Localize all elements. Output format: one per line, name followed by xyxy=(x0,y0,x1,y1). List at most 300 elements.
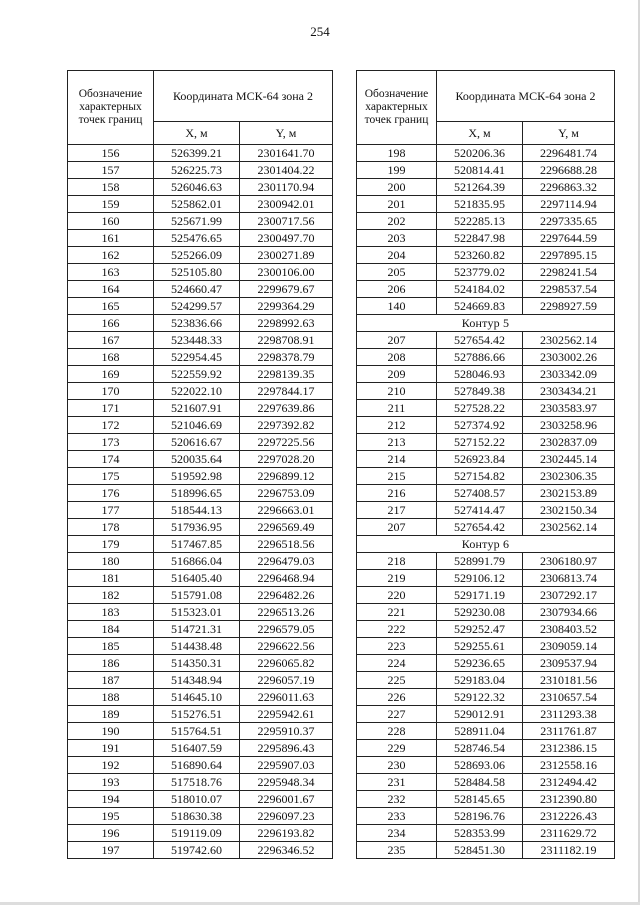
point-id-cell: 188 xyxy=(68,689,154,706)
y-coordinate-cell: 2296622.56 xyxy=(240,638,333,655)
table-row xyxy=(357,842,615,859)
y-coordinate-cell: 2296057.19 xyxy=(240,672,333,689)
y-coordinate-cell: 2298992.63 xyxy=(240,315,333,332)
y-coordinate-cell: 2306813.74 xyxy=(523,570,615,587)
table-row xyxy=(68,655,333,672)
point-id-cell: 158 xyxy=(68,179,154,196)
point-id-cell: 233 xyxy=(357,808,437,825)
x-coordinate-cell: 521046.69 xyxy=(154,417,240,434)
page-number: 254 xyxy=(310,24,330,39)
y-coordinate-cell: 2297028.20 xyxy=(240,451,333,468)
y-coordinate-cell: 2296518.56 xyxy=(240,536,333,553)
point-id-cell: 210 xyxy=(357,383,437,400)
header-point-label: Обозначение характерных точек границ xyxy=(357,71,437,145)
point-id-cell: 194 xyxy=(68,791,154,808)
x-coordinate-cell: 523836.66 xyxy=(154,315,240,332)
y-coordinate-cell: 2302150.34 xyxy=(523,502,615,519)
point-id-cell: 190 xyxy=(68,723,154,740)
y-coordinate-cell: 2302153.89 xyxy=(523,485,615,502)
point-id-cell: 173 xyxy=(68,434,154,451)
x-coordinate-cell: 529252.47 xyxy=(437,621,523,638)
point-id-cell: 170 xyxy=(68,383,154,400)
table-row xyxy=(68,791,333,808)
point-id-cell: 230 xyxy=(357,757,437,774)
contour-row xyxy=(357,315,615,332)
y-coordinate-cell: 2302837.09 xyxy=(523,434,615,451)
point-id-cell: 187 xyxy=(68,672,154,689)
point-id-cell: 175 xyxy=(68,468,154,485)
table-row xyxy=(68,349,333,366)
x-coordinate-cell: 524660.47 xyxy=(154,281,240,298)
point-id-cell: 207 xyxy=(357,332,437,349)
y-coordinate-cell: 2297644.59 xyxy=(523,230,615,247)
table-row xyxy=(68,315,333,332)
point-id-cell: 203 xyxy=(357,230,437,247)
table-row xyxy=(68,553,333,570)
table-row xyxy=(357,383,615,400)
y-coordinate-cell: 2296863.32 xyxy=(523,179,615,196)
table-row xyxy=(68,485,333,502)
contour-label: Контур 6 xyxy=(357,536,615,553)
point-id-cell: 226 xyxy=(357,689,437,706)
y-coordinate-cell: 2300717.56 xyxy=(240,213,333,230)
table-row xyxy=(357,757,615,774)
x-coordinate-cell: 527374.92 xyxy=(437,417,523,434)
point-id-cell: 176 xyxy=(68,485,154,502)
point-id-cell: 220 xyxy=(357,587,437,604)
x-coordinate-cell: 528196.76 xyxy=(437,808,523,825)
x-coordinate-cell: 515764.51 xyxy=(154,723,240,740)
table-row xyxy=(68,502,333,519)
point-id-cell: 213 xyxy=(357,434,437,451)
x-coordinate-cell: 528353.99 xyxy=(437,825,523,842)
y-coordinate-cell: 2300271.89 xyxy=(240,247,333,264)
x-coordinate-cell: 514645.10 xyxy=(154,689,240,706)
y-coordinate-cell: 2298139.35 xyxy=(240,366,333,383)
point-id-cell: 197 xyxy=(68,842,154,859)
x-coordinate-cell: 527408.57 xyxy=(437,485,523,502)
y-coordinate-cell: 2306180.97 xyxy=(523,553,615,570)
point-id-cell: 183 xyxy=(68,604,154,621)
point-id-cell: 195 xyxy=(68,808,154,825)
x-coordinate-cell: 528746.54 xyxy=(437,740,523,757)
point-id-cell: 184 xyxy=(68,621,154,638)
table-row xyxy=(68,264,333,281)
y-coordinate-cell: 2298537.54 xyxy=(523,281,615,298)
table-row xyxy=(357,468,615,485)
table-row xyxy=(68,757,333,774)
point-id-cell: 235 xyxy=(357,842,437,859)
point-id-cell: 164 xyxy=(68,281,154,298)
y-coordinate-cell: 2312558.16 xyxy=(523,757,615,774)
y-coordinate-cell: 2300497.70 xyxy=(240,230,333,247)
y-coordinate-cell: 2303434.21 xyxy=(523,383,615,400)
y-coordinate-cell: 2299679.67 xyxy=(240,281,333,298)
x-coordinate-cell: 528484.58 xyxy=(437,774,523,791)
y-coordinate-cell: 2298241.54 xyxy=(523,264,615,281)
table-row xyxy=(68,298,333,315)
x-coordinate-cell: 519742.60 xyxy=(154,842,240,859)
table-row xyxy=(357,672,615,689)
x-coordinate-cell: 519119.09 xyxy=(154,825,240,842)
y-coordinate-cell: 2312226.43 xyxy=(523,808,615,825)
y-coordinate-cell: 2311629.72 xyxy=(523,825,615,842)
table-body-right xyxy=(357,145,615,859)
point-id-cell: 231 xyxy=(357,774,437,791)
point-id-cell: 169 xyxy=(68,366,154,383)
y-coordinate-cell: 2296065.82 xyxy=(240,655,333,672)
coordinates-table-right xyxy=(356,70,615,859)
point-id-cell: 212 xyxy=(357,417,437,434)
y-coordinate-cell: 2308403.52 xyxy=(523,621,615,638)
x-coordinate-cell: 516866.04 xyxy=(154,553,240,570)
table-row xyxy=(68,417,333,434)
table-row xyxy=(357,451,615,468)
point-id-cell: 160 xyxy=(68,213,154,230)
point-id-cell: 199 xyxy=(357,162,437,179)
x-coordinate-cell: 525105.80 xyxy=(154,264,240,281)
x-coordinate-cell: 525266.09 xyxy=(154,247,240,264)
point-id-cell: 191 xyxy=(68,740,154,757)
table-row xyxy=(68,332,333,349)
x-coordinate-cell: 525476.65 xyxy=(154,230,240,247)
y-coordinate-cell: 2296899.12 xyxy=(240,468,333,485)
y-coordinate-cell: 2301404.22 xyxy=(240,162,333,179)
x-coordinate-cell: 529230.08 xyxy=(437,604,523,621)
y-coordinate-cell: 2296663.01 xyxy=(240,502,333,519)
y-coordinate-cell: 2303583.97 xyxy=(523,400,615,417)
y-coordinate-cell: 2310657.54 xyxy=(523,689,615,706)
y-coordinate-cell: 2296479.03 xyxy=(240,553,333,570)
table-row xyxy=(357,587,615,604)
x-coordinate-cell: 529171.19 xyxy=(437,587,523,604)
x-coordinate-cell: 526399.21 xyxy=(154,145,240,162)
x-coordinate-cell: 526225.73 xyxy=(154,162,240,179)
y-coordinate-cell: 2295948.34 xyxy=(240,774,333,791)
x-coordinate-cell: 529255.61 xyxy=(437,638,523,655)
x-coordinate-cell: 521264.39 xyxy=(437,179,523,196)
y-coordinate-cell: 2300942.01 xyxy=(240,196,333,213)
point-id-cell: 180 xyxy=(68,553,154,570)
y-coordinate-cell: 2302562.14 xyxy=(523,519,615,536)
x-coordinate-cell: 529236.65 xyxy=(437,655,523,672)
table-row xyxy=(357,264,615,281)
table-row xyxy=(68,587,333,604)
point-id-cell: 185 xyxy=(68,638,154,655)
y-coordinate-cell: 2299364.29 xyxy=(240,298,333,315)
table-row xyxy=(68,808,333,825)
table-row xyxy=(357,400,615,417)
point-id-cell: 157 xyxy=(68,162,154,179)
table-row xyxy=(357,417,615,434)
y-coordinate-cell: 2296193.82 xyxy=(240,825,333,842)
table-row xyxy=(357,366,615,383)
point-id-cell: 186 xyxy=(68,655,154,672)
table-row xyxy=(68,706,333,723)
y-coordinate-cell: 2312494.42 xyxy=(523,774,615,791)
table-row xyxy=(357,298,615,315)
x-coordinate-cell: 518996.65 xyxy=(154,485,240,502)
x-coordinate-cell: 529122.32 xyxy=(437,689,523,706)
y-coordinate-cell: 2311293.38 xyxy=(523,706,615,723)
point-id-cell: 162 xyxy=(68,247,154,264)
table-row xyxy=(68,621,333,638)
table-row xyxy=(357,638,615,655)
table-row xyxy=(357,349,615,366)
y-coordinate-cell: 2296688.28 xyxy=(523,162,615,179)
table-row xyxy=(68,740,333,757)
point-id-cell: 167 xyxy=(68,332,154,349)
x-coordinate-cell: 522954.45 xyxy=(154,349,240,366)
table-row xyxy=(68,179,333,196)
x-coordinate-cell: 520035.64 xyxy=(154,451,240,468)
point-id-cell: 192 xyxy=(68,757,154,774)
table-row xyxy=(357,162,615,179)
point-id-cell: 198 xyxy=(357,145,437,162)
point-id-cell: 172 xyxy=(68,417,154,434)
y-coordinate-cell: 2297844.17 xyxy=(240,383,333,400)
point-id-cell: 196 xyxy=(68,825,154,842)
x-coordinate-cell: 524184.02 xyxy=(437,281,523,298)
x-coordinate-cell: 526046.63 xyxy=(154,179,240,196)
x-coordinate-cell: 519592.98 xyxy=(154,468,240,485)
point-id-cell: 228 xyxy=(357,723,437,740)
y-coordinate-cell: 2303258.96 xyxy=(523,417,615,434)
point-id-cell: 200 xyxy=(357,179,437,196)
point-id-cell: 182 xyxy=(68,587,154,604)
point-id-cell: 161 xyxy=(68,230,154,247)
point-id-cell: 165 xyxy=(68,298,154,315)
x-coordinate-cell: 515276.51 xyxy=(154,706,240,723)
point-id-cell: 171 xyxy=(68,400,154,417)
point-id-cell: 140 xyxy=(357,298,437,315)
x-coordinate-cell: 522022.10 xyxy=(154,383,240,400)
table-row xyxy=(357,196,615,213)
x-coordinate-cell: 528991.79 xyxy=(437,553,523,570)
x-coordinate-cell: 527414.47 xyxy=(437,502,523,519)
y-coordinate-cell: 2298708.91 xyxy=(240,332,333,349)
table-row xyxy=(357,621,615,638)
x-coordinate-cell: 529012.91 xyxy=(437,706,523,723)
table-row xyxy=(68,434,333,451)
x-coordinate-cell: 529183.04 xyxy=(437,672,523,689)
point-id-cell: 209 xyxy=(357,366,437,383)
y-coordinate-cell: 2295942.61 xyxy=(240,706,333,723)
table-row xyxy=(357,179,615,196)
table-row xyxy=(68,638,333,655)
x-coordinate-cell: 525862.01 xyxy=(154,196,240,213)
y-coordinate-cell: 2297225.56 xyxy=(240,434,333,451)
table-row xyxy=(68,247,333,264)
table-row xyxy=(357,230,615,247)
x-coordinate-cell: 528046.93 xyxy=(437,366,523,383)
x-coordinate-cell: 517936.95 xyxy=(154,519,240,536)
table-row xyxy=(357,723,615,740)
x-coordinate-cell: 518544.13 xyxy=(154,502,240,519)
y-coordinate-cell: 2307292.17 xyxy=(523,587,615,604)
point-id-cell: 225 xyxy=(357,672,437,689)
x-coordinate-cell: 527154.82 xyxy=(437,468,523,485)
point-id-cell: 208 xyxy=(357,349,437,366)
point-id-cell: 174 xyxy=(68,451,154,468)
contour-row xyxy=(357,536,615,553)
point-id-cell: 201 xyxy=(357,196,437,213)
table-row xyxy=(357,604,615,621)
x-coordinate-cell: 514350.31 xyxy=(154,655,240,672)
table-row xyxy=(68,468,333,485)
y-coordinate-cell: 2302445.14 xyxy=(523,451,615,468)
point-id-cell: 202 xyxy=(357,213,437,230)
point-id-cell: 207 xyxy=(357,519,437,536)
y-coordinate-cell: 2296481.74 xyxy=(523,145,615,162)
table-row xyxy=(68,672,333,689)
x-coordinate-cell: 518630.38 xyxy=(154,808,240,825)
point-id-cell: 189 xyxy=(68,706,154,723)
x-coordinate-cell: 527886.66 xyxy=(437,349,523,366)
x-coordinate-cell: 529106.12 xyxy=(437,570,523,587)
y-coordinate-cell: 2296346.52 xyxy=(240,842,333,859)
table-row xyxy=(357,706,615,723)
contour-label: Контур 5 xyxy=(357,315,615,332)
y-coordinate-cell: 2297114.94 xyxy=(523,196,615,213)
table-row xyxy=(357,553,615,570)
table-row xyxy=(357,332,615,349)
coordinates-table-left xyxy=(67,70,333,859)
x-coordinate-cell: 525671.99 xyxy=(154,213,240,230)
y-coordinate-cell: 2296569.49 xyxy=(240,519,333,536)
y-coordinate-cell: 2296579.05 xyxy=(240,621,333,638)
point-id-cell: 179 xyxy=(68,536,154,553)
x-coordinate-cell: 527654.42 xyxy=(437,519,523,536)
x-coordinate-cell: 521835.95 xyxy=(437,196,523,213)
table-row xyxy=(357,247,615,264)
x-coordinate-cell: 516405.40 xyxy=(154,570,240,587)
point-id-cell: 177 xyxy=(68,502,154,519)
table-row xyxy=(357,145,615,162)
table-row xyxy=(357,689,615,706)
table-row xyxy=(68,230,333,247)
y-coordinate-cell: 2296011.63 xyxy=(240,689,333,706)
table-row xyxy=(357,502,615,519)
table-body-left xyxy=(68,145,333,859)
y-coordinate-cell: 2296753.09 xyxy=(240,485,333,502)
y-coordinate-cell: 2300106.00 xyxy=(240,264,333,281)
header-point-label: Обозначение характерных точек границ xyxy=(68,71,154,145)
table-row xyxy=(357,281,615,298)
point-id-cell: 204 xyxy=(357,247,437,264)
x-coordinate-cell: 520206.36 xyxy=(437,145,523,162)
table-row xyxy=(68,281,333,298)
x-coordinate-cell: 514721.31 xyxy=(154,621,240,638)
x-coordinate-cell: 520616.67 xyxy=(154,434,240,451)
x-coordinate-cell: 524299.57 xyxy=(154,298,240,315)
point-id-cell: 156 xyxy=(68,145,154,162)
y-coordinate-cell: 2296482.26 xyxy=(240,587,333,604)
table-row xyxy=(68,519,333,536)
point-id-cell: 232 xyxy=(357,791,437,808)
table-row xyxy=(68,689,333,706)
x-coordinate-cell: 527849.38 xyxy=(437,383,523,400)
x-coordinate-cell: 520814.41 xyxy=(437,162,523,179)
point-id-cell: 227 xyxy=(357,706,437,723)
y-coordinate-cell: 2296097.23 xyxy=(240,808,333,825)
x-coordinate-cell: 524669.83 xyxy=(437,298,523,315)
y-coordinate-cell: 2296468.94 xyxy=(240,570,333,587)
table-row xyxy=(68,196,333,213)
x-coordinate-cell: 521607.91 xyxy=(154,400,240,417)
table-row xyxy=(357,570,615,587)
y-coordinate-cell: 2309059.14 xyxy=(523,638,615,655)
x-coordinate-cell: 528911.04 xyxy=(437,723,523,740)
point-id-cell: 234 xyxy=(357,825,437,842)
point-id-cell: 218 xyxy=(357,553,437,570)
table-row xyxy=(68,213,333,230)
point-id-cell: 178 xyxy=(68,519,154,536)
y-coordinate-cell: 2297392.82 xyxy=(240,417,333,434)
x-coordinate-cell: 516890.64 xyxy=(154,757,240,774)
y-coordinate-cell: 2309537.94 xyxy=(523,655,615,672)
point-id-cell: 229 xyxy=(357,740,437,757)
table-row xyxy=(68,723,333,740)
table-row xyxy=(68,842,333,859)
table-row xyxy=(68,400,333,417)
x-coordinate-cell: 522285.13 xyxy=(437,213,523,230)
point-id-cell: 163 xyxy=(68,264,154,281)
table-row xyxy=(357,519,615,536)
x-coordinate-cell: 518010.07 xyxy=(154,791,240,808)
x-coordinate-cell: 516407.59 xyxy=(154,740,240,757)
y-coordinate-cell: 2311182.19 xyxy=(523,842,615,859)
y-coordinate-cell: 2312386.15 xyxy=(523,740,615,757)
x-coordinate-cell: 527528.22 xyxy=(437,400,523,417)
x-coordinate-cell: 523260.82 xyxy=(437,247,523,264)
table-row xyxy=(68,145,333,162)
point-id-cell: 224 xyxy=(357,655,437,672)
point-id-cell: 214 xyxy=(357,451,437,468)
table-row xyxy=(357,434,615,451)
table-row xyxy=(357,791,615,808)
table-row xyxy=(68,162,333,179)
y-coordinate-cell: 2295896.43 xyxy=(240,740,333,757)
table-row xyxy=(68,366,333,383)
y-coordinate-cell: 2298927.59 xyxy=(523,298,615,315)
y-coordinate-cell: 2302562.14 xyxy=(523,332,615,349)
table-row xyxy=(68,774,333,791)
y-coordinate-cell: 2297895.15 xyxy=(523,247,615,264)
point-id-cell: 222 xyxy=(357,621,437,638)
y-coordinate-cell: 2297335.65 xyxy=(523,213,615,230)
point-id-cell: 216 xyxy=(357,485,437,502)
x-coordinate-cell: 528693.06 xyxy=(437,757,523,774)
table-row xyxy=(68,570,333,587)
header-coord-label: Координата МСК-64 зона 2 xyxy=(154,71,333,122)
point-id-cell: 181 xyxy=(68,570,154,587)
x-coordinate-cell: 526923.84 xyxy=(437,451,523,468)
point-id-cell: 215 xyxy=(357,468,437,485)
y-coordinate-cell: 2310181.56 xyxy=(523,672,615,689)
x-coordinate-cell: 514438.48 xyxy=(154,638,240,655)
point-id-cell: 193 xyxy=(68,774,154,791)
header-x-label: X, м xyxy=(154,122,240,145)
point-id-cell: 206 xyxy=(357,281,437,298)
point-id-cell: 221 xyxy=(357,604,437,621)
point-id-cell: 223 xyxy=(357,638,437,655)
y-coordinate-cell: 2297639.86 xyxy=(240,400,333,417)
x-coordinate-cell: 522559.92 xyxy=(154,366,240,383)
y-coordinate-cell: 2307934.66 xyxy=(523,604,615,621)
x-coordinate-cell: 515791.08 xyxy=(154,587,240,604)
y-coordinate-cell: 2296001.67 xyxy=(240,791,333,808)
